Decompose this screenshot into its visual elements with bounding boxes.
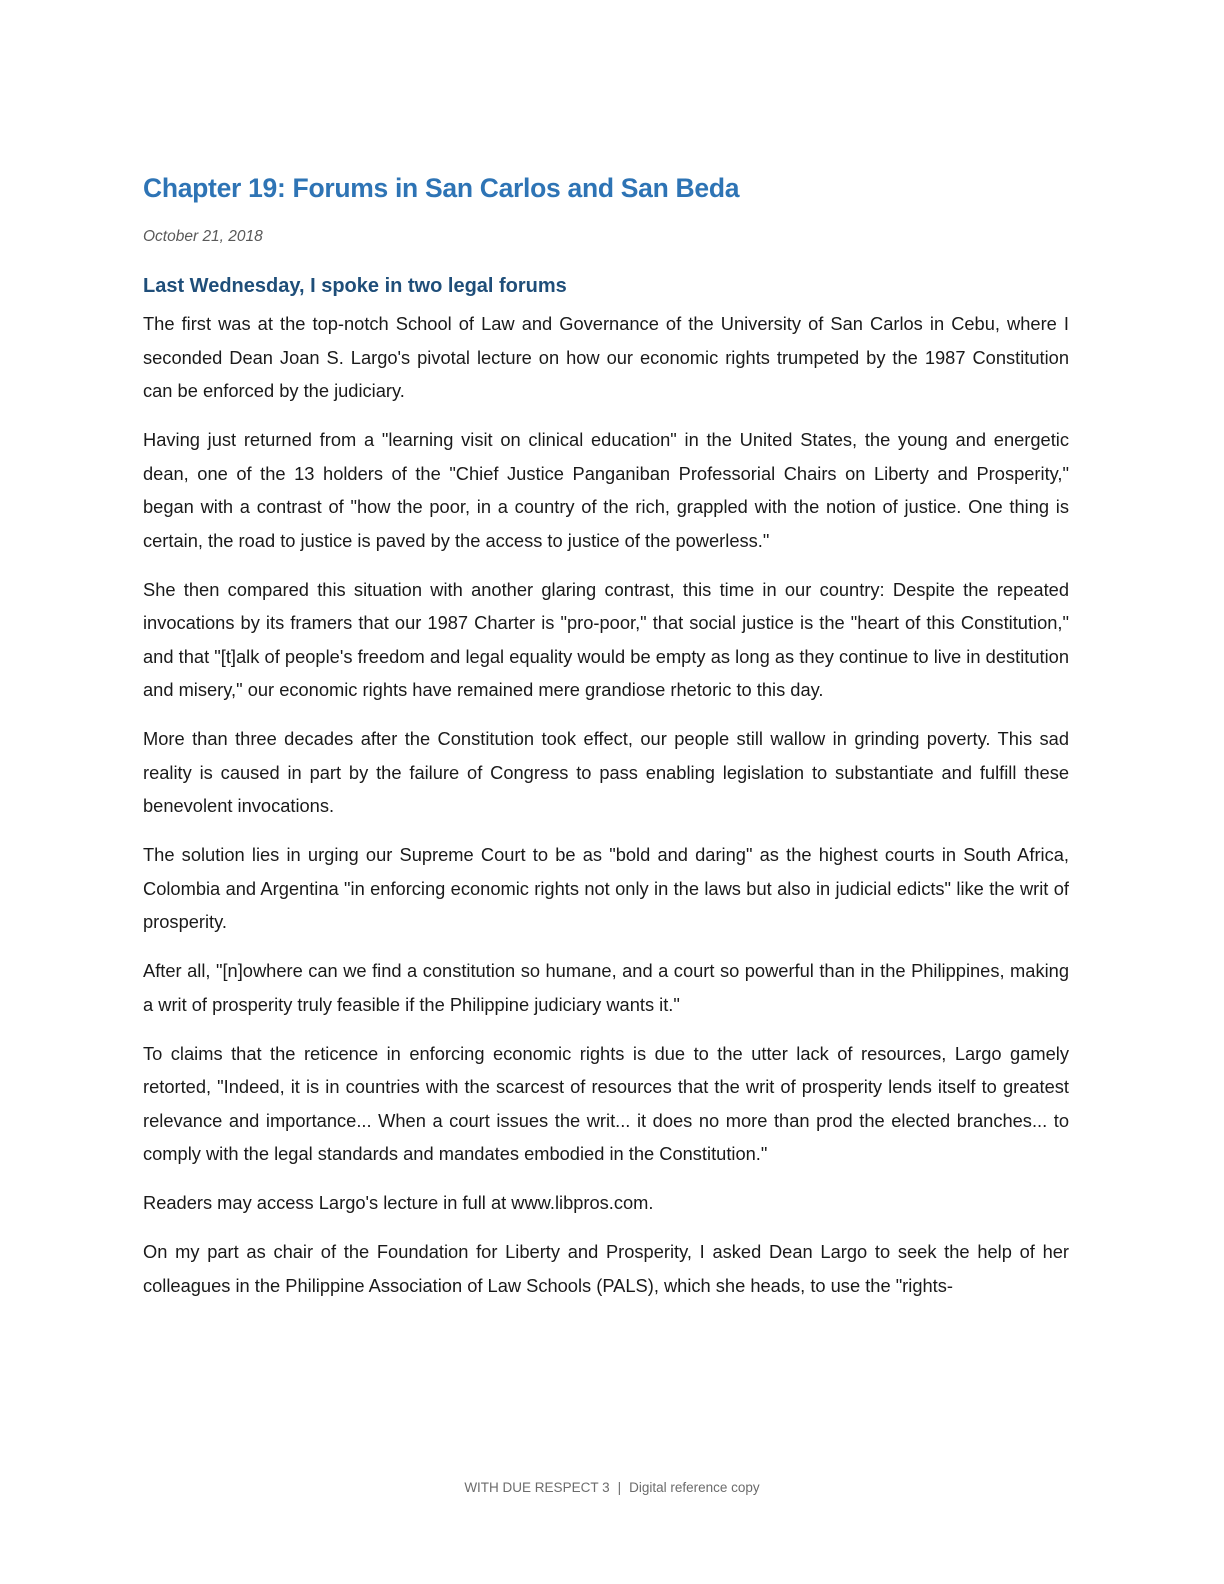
paragraph: Having just returned from a "learning visit on clinical education" in the United States, the young and energetic dean, one of the 13 holders of the "Chief Justice Panganiban Professorial Chairs on Liberty and Prosperity," began with a contrast of "how the poor, in a country of the rich, grappled with the notion of justice. One thing is certain, the road to justice is paved by the access to justice of the powerless." <box>143 429 1069 551</box>
paragraph: She then compared this situation with another glaring contrast, this time in our country: Despite the repeated invocations by its framers that our 1987 Charter is "pro-poor," that social justice is the "heart of this Constitution," and that "[t]alk of people's freedom and legal equality would be empty as long as they continue to live in destitution and misery," our economic rights have remained mere grandiose rhetoric to this day. <box>143 578 1069 700</box>
paragraph: After all, "[n]owhere can we find a constitution so humane, and a court so powerful than in the Philippines, making a writ of prosperity truly feasible if the Philippine judiciary wants it." <box>143 960 1069 1015</box>
paragraph: The first was at the top-notch School of Law and Governance of the University of San Carlos in Cebu, where I seconded Dean Joan S. Largo's pivotal lecture on how our economic rights trumpeted by the 1987 Constitution can be enforced by the judiciary. <box>143 313 1069 401</box>
article-date: October 21, 2018 <box>143 228 263 245</box>
page-footer <box>0 1478 1224 1498</box>
footer-separator: | <box>617 1480 622 1495</box>
paragraph: The solution lies in urging our Supreme Court to be as "bold and daring" as the highest courts in South Africa, Colombia and Argentina "in enforcing economic rights not only in the laws but also in judicial edicts" like the writ of prosperity. <box>143 844 1069 932</box>
paragraph: More than three decades after the Constitution took effect, our people still wallow in grinding poverty. This sad reality is caused in part by the failure of Congress to pass enabling legislation to substantiate and fulfill these benevolent invocations. <box>143 728 1069 816</box>
article-body <box>143 307 1069 1302</box>
page-content <box>143 168 1069 1318</box>
paragraph: To claims that the reticence in enforcing economic rights is due to the utter lack of resources, Largo gamely retorted, "Indeed, it is in countries with the scarcest of resources that the writ of prosperity lends itself to greatest relevance and importance... When a court issues the writ... it does no more than prod the elected branches... to comply with the legal standards and mandates embodied in the Constitution." <box>143 1042 1069 1164</box>
footer-note: Digital reference copy <box>629 1480 760 1495</box>
paragraph: Readers may access Largo's lecture in full at www.libpros.com. <box>143 1192 654 1213</box>
chapter-title: Chapter 19: Forums in San Carlos and San Beda <box>143 173 740 203</box>
footer-book-title: WITH DUE RESPECT 3 <box>464 1480 610 1495</box>
paragraph: On my part as chair of the Foundation for Liberty and Prosperity, I asked Dean Largo to seek the help of her colleagues in the Philippine Association of Law Schools (PALS), which she heads, to use the "rights- <box>143 1241 1069 1296</box>
section-subheading: Last Wednesday, I spoke in two legal forums <box>143 275 567 297</box>
